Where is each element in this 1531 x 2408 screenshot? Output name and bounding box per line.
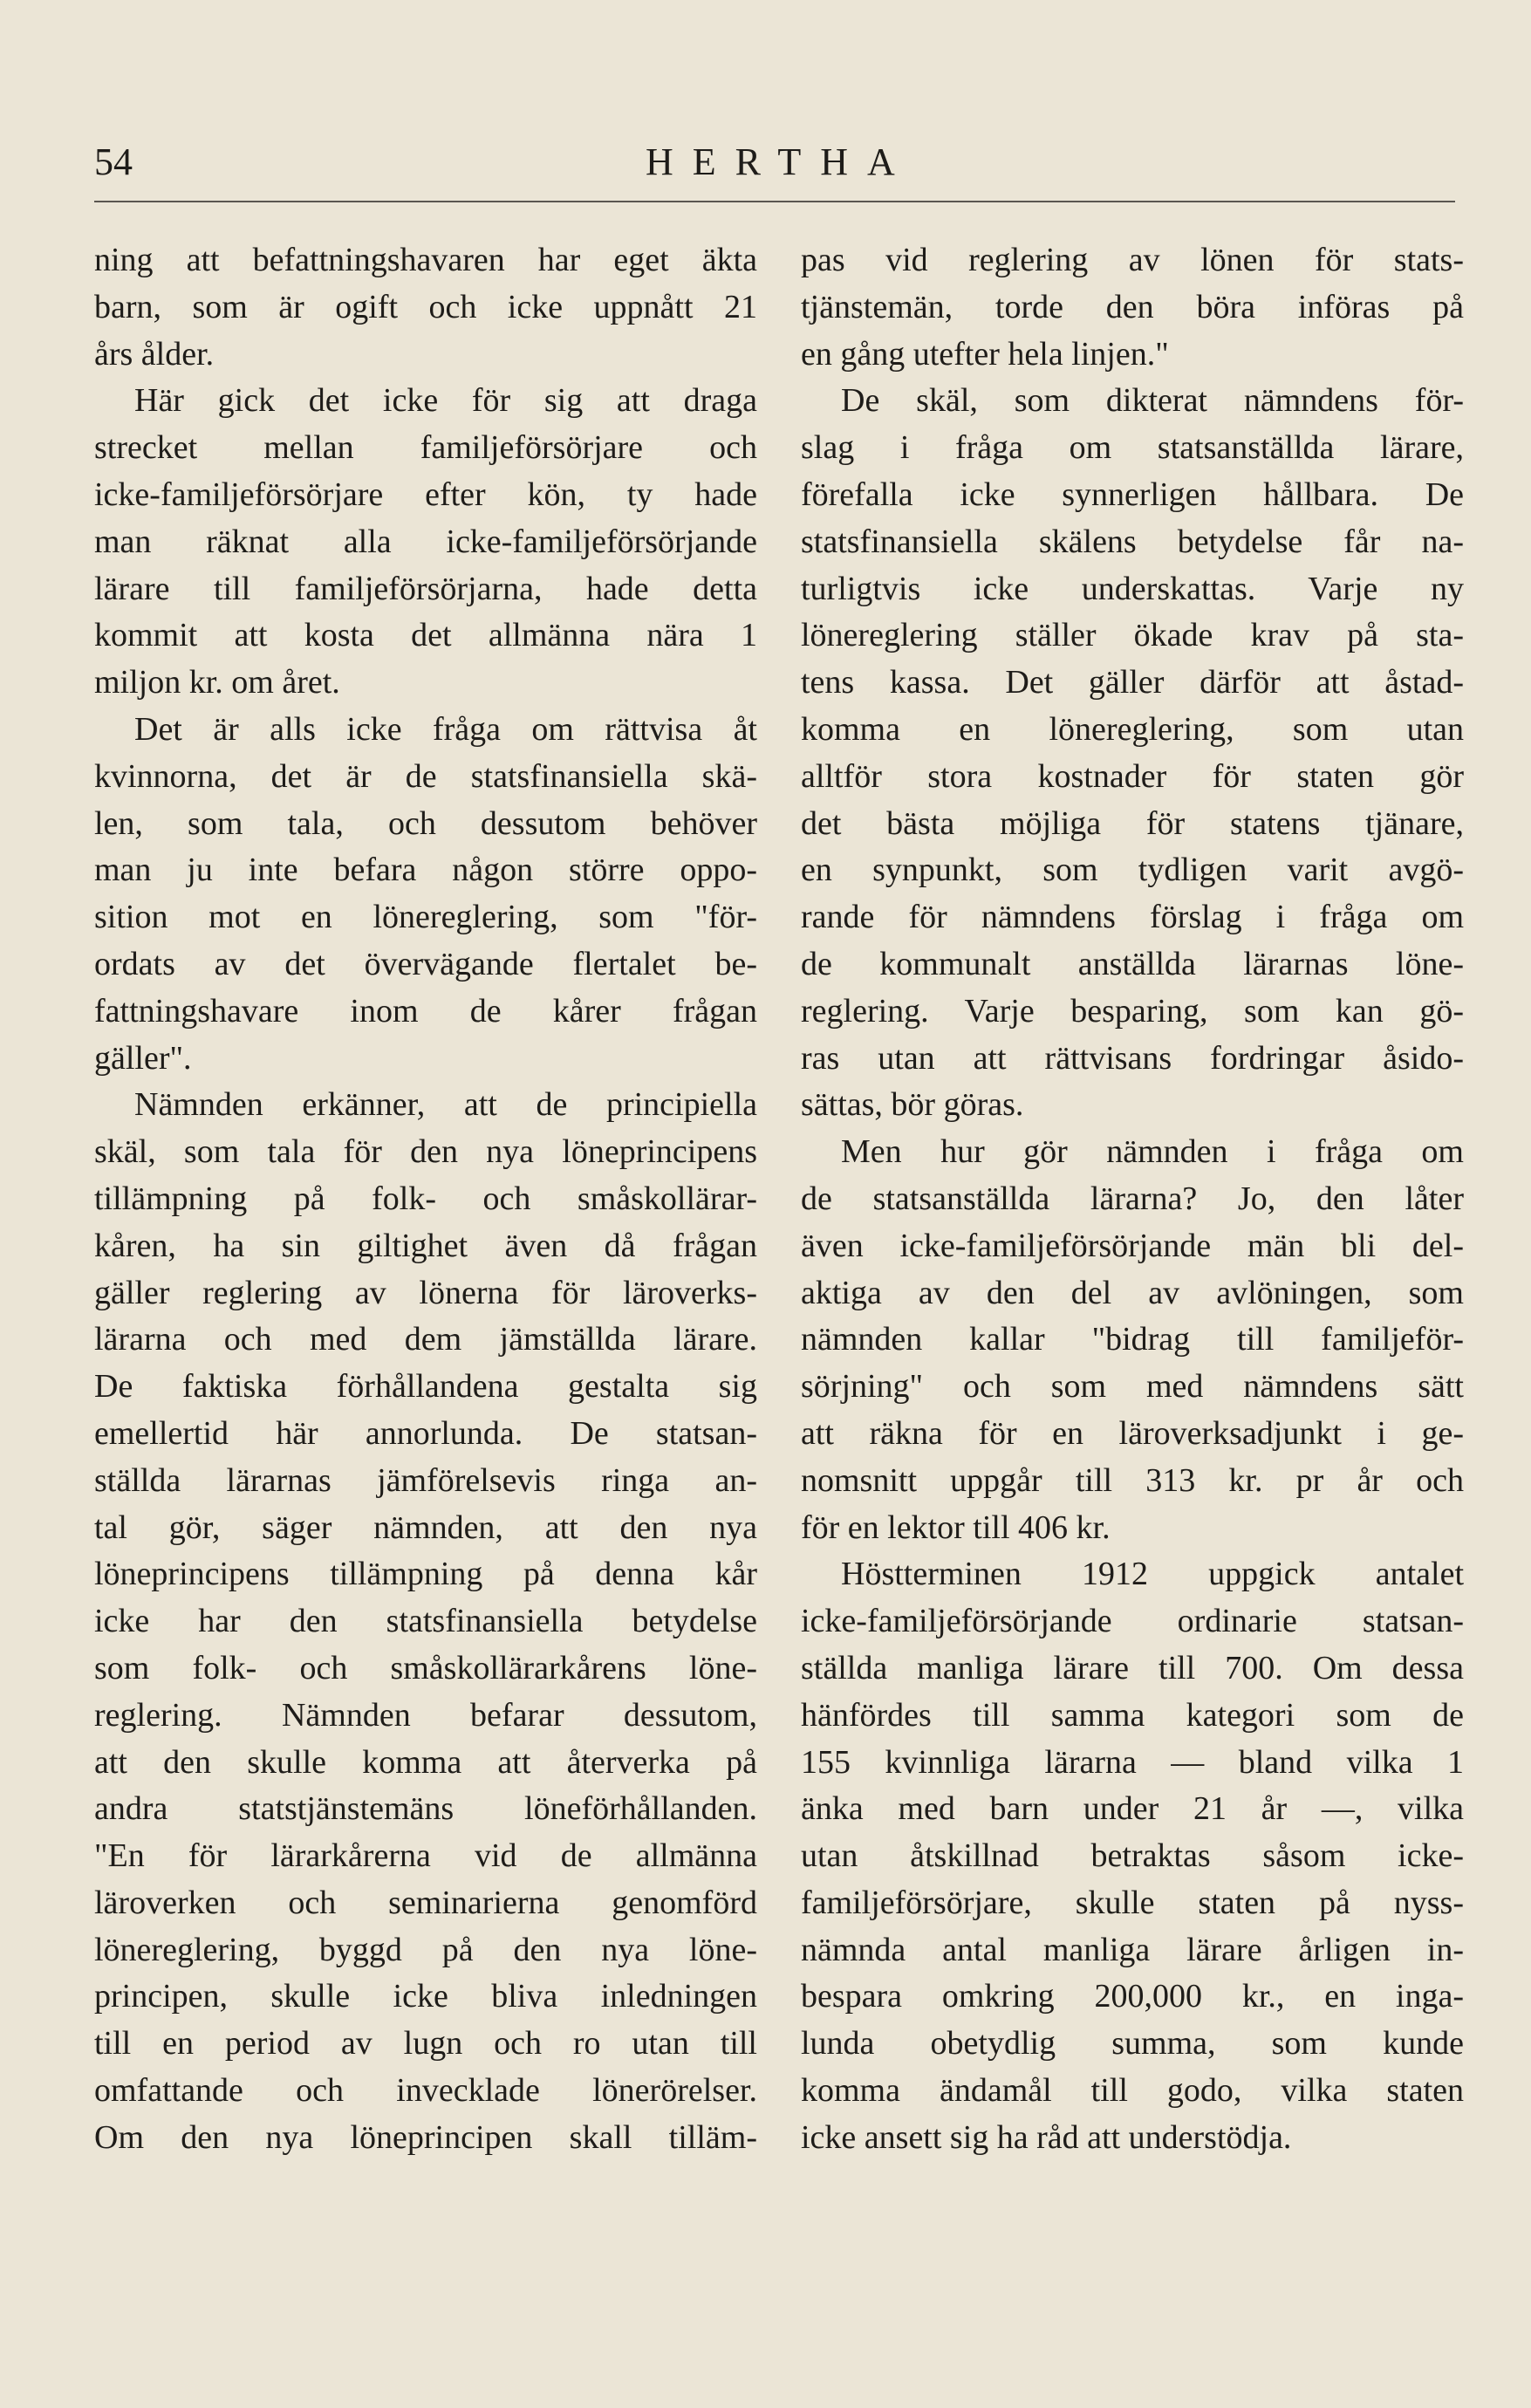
text-line: bespara omkring 200,000 kr., en inga-: [801, 1978, 1464, 2015]
page-number: 54: [94, 140, 133, 183]
text-line: en synpunkt, som tydligen varit avgö-: [801, 852, 1464, 889]
text-line: hänfördes till samma kategori som de: [801, 1696, 1464, 1734]
text-line: slag i fråga om statsanställda lärare,: [801, 429, 1464, 467]
text-line: att den skulle komma att återverka på: [94, 1743, 757, 1781]
running-head: HERTHA: [646, 140, 914, 183]
text-line: gäller reglering av lönerna för läroverks-: [94, 1274, 757, 1311]
text-line: kommit att kosta det allmänna nära 1: [94, 617, 757, 654]
text-line: tal gör, säger nämnden, att den nya: [94, 1508, 757, 1546]
text-line: miljon kr. om året.: [94, 664, 340, 701]
text-line: lönereglering ställer ökade krav på sta-: [801, 617, 1464, 654]
text-line: tjänstemän, torde den böra införas på: [801, 288, 1464, 325]
text-line: sition mot en lönereglering, som "för-: [94, 899, 757, 936]
text-line: De faktiska förhållandena gestalta sig: [94, 1368, 757, 1406]
text-line: de kommunalt anställda lärarnas löne-: [801, 945, 1464, 982]
text-line: lärarna och med dem jämställda lärare.: [94, 1321, 757, 1358]
text-line: len, som tala, och dessutom behöver: [94, 804, 757, 842]
text-line: andra statstjänstemäns löneförhållanden.: [94, 1790, 757, 1828]
text-line: till en period av lugn och ro utan till: [94, 2025, 757, 2063]
text-line: alltför stora kostnader för staten gör: [801, 757, 1464, 795]
text-line: komma ändamål till godo, vilka staten: [801, 2072, 1464, 2110]
text-line: sörjning" och som med nämndens sätt: [801, 1368, 1464, 1406]
text-line: ras utan att rättvisans fordringar åsido-: [801, 1039, 1464, 1077]
text-line: kåren, ha sin giltighet även då frågan: [94, 1227, 757, 1264]
text-line: Nämnden erkänner, att de principiella: [134, 1086, 757, 1124]
text-line: skäl, som tala för den nya löneprincipens: [94, 1133, 757, 1171]
text-line: en gång utefter hela linjen.": [801, 335, 1169, 373]
text-line: ställda lärarnas jämförelsevis ringa an-: [94, 1461, 757, 1499]
text-line: nomsnitt uppgår till 313 kr. pr år och: [801, 1461, 1464, 1499]
text-line: familjeförsörjare, skulle staten på nyss-: [801, 1884, 1464, 1921]
text-line: tillämpning på folk- och småskollärar-: [94, 1180, 757, 1217]
right-column: [801, 237, 1464, 2162]
text-line: komma en lönereglering, som utan: [801, 710, 1464, 748]
text-line: 155 kvinnliga lärarna — bland vilka 1: [801, 1743, 1464, 1781]
text-line: Höstterminen 1912 uppgick antalet: [841, 1556, 1464, 1593]
text-line: icke har den statsfinansiella betydelse: [94, 1603, 757, 1640]
text-line: de statsanställda lärarna? Jo, den låter: [801, 1180, 1464, 1217]
text-line: sättas, bör göras.: [801, 1086, 1024, 1124]
left-column: [94, 237, 757, 2162]
text-line: icke ansett sig ha råd att understödja.: [801, 2118, 1292, 2156]
text-line: man räknat alla icke-familjeförsörjande: [94, 523, 757, 560]
text-line: kvinnorna, det är de statsfinansiella skä-: [94, 757, 757, 795]
text-line: som folk- och småskollärarkårens löne-: [94, 1649, 757, 1686]
text-line: icke-familjeförsörjande ordinarie statsan-: [801, 1603, 1464, 1640]
text-line: nämnden kallar "bidrag till familjeför-: [801, 1321, 1464, 1358]
text-line: statsfinansiella skälens betydelse får na-: [801, 523, 1464, 560]
text-line: ordats av det övervägande flertalet be-: [94, 945, 757, 982]
header-rule: [94, 201, 1455, 202]
text-line: Här gick det icke för sig att draga: [134, 382, 757, 420]
text-line: Det är alls icke fråga om rättvisa åt: [134, 710, 757, 748]
text-line: lärare till familjeförsörjarna, hade detta: [94, 570, 757, 607]
text-line: ning att befattningshavaren har eget äkta: [94, 242, 757, 278]
text-line: omfattande och invecklade lönerörelser.: [94, 2072, 757, 2110]
text-line: rande för nämndens förslag i fråga om: [801, 899, 1464, 936]
text-line: Men hur gör nämnden i fråga om: [841, 1133, 1464, 1171]
text-line: Om den nya löneprincipen skall tilläm-: [94, 2118, 757, 2156]
text-line: turligtvis icke underskattas. Varje ny: [801, 570, 1464, 607]
text-line: års ålder.: [94, 335, 215, 373]
text-line: ställda manliga lärare till 700. Om dessa: [801, 1649, 1464, 1686]
text-line: reglering. Varje besparing, som kan gö-: [801, 992, 1464, 1030]
text-line: gäller".: [94, 1039, 192, 1077]
text-line: principen, skulle icke bliva inledningen: [94, 1978, 757, 2015]
text-line: även icke-familjeförsörjande män bli del-: [801, 1227, 1464, 1264]
text-line: lönereglering, byggd på den nya löne-: [94, 1931, 757, 1968]
text-line: nämnda antal manliga lärare årligen in-: [801, 1931, 1464, 1968]
text-line: löneprincipens tillämpning på denna kår: [94, 1556, 757, 1593]
text-line: icke-familjeförsörjare efter kön, ty hade: [94, 475, 757, 513]
text-line: reglering. Nämnden befarar dessutom,: [94, 1696, 757, 1734]
text-line: för en lektor till 406 kr.: [801, 1508, 1111, 1546]
text-line: De skäl, som dikterat nämndens för-: [841, 382, 1464, 420]
text-line: änka med barn under 21 år —, vilka: [801, 1790, 1464, 1828]
text-line: aktiga av den del av avlöningen, som: [801, 1274, 1464, 1311]
text-line: strecket mellan familjeförsörjare och: [94, 429, 757, 467]
text-line: barn, som är ogift och icke uppnått 21: [94, 288, 757, 325]
text-line: emellertid här annorlunda. De statsan-: [94, 1414, 757, 1452]
text-line: pas vid reglering av lönen för stats-: [801, 242, 1464, 278]
text-line: det bästa möjliga för statens tjänare,: [801, 804, 1464, 842]
text-line: att räkna för en läroverksadjunkt i ge-: [801, 1414, 1464, 1452]
text-line: förefalla icke synnerligen hållbara. De: [801, 475, 1464, 513]
text-line: "En för lärarkårerna vid de allmänna: [94, 1837, 757, 1875]
text-line: läroverken och seminarierna genomförd: [94, 1884, 757, 1921]
text-line: man ju inte befara någon större oppo-: [94, 852, 757, 889]
text-line: tens kassa. Det gäller därför att åstad-: [801, 664, 1464, 701]
text-line: lunda obetydlig summa, som kunde: [801, 2025, 1464, 2063]
text-line: utan åtskillnad betraktas såsom icke-: [801, 1837, 1464, 1875]
text-line: fattningshavare inom de kårer frågan: [94, 992, 757, 1030]
